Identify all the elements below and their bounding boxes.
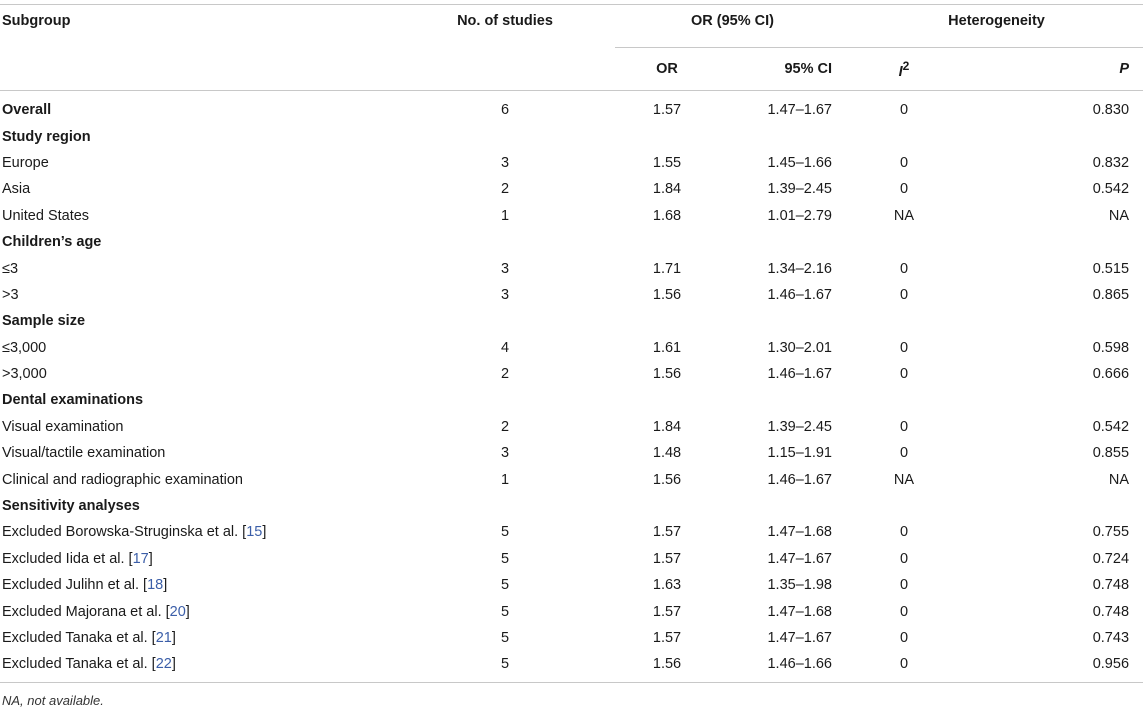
subgroup-label (0, 572, 395, 598)
reference-link[interactable]: 20 (169, 603, 186, 620)
p-value-cell: 0.956 (950, 651, 1143, 682)
reference-bracket: ] (185, 603, 190, 620)
ci-cell: 1.47–1.67 (767, 550, 832, 567)
table-row (0, 598, 1143, 624)
i2-cell: NA (893, 471, 915, 488)
ci-cell: 1.47–1.67 (767, 630, 832, 646)
p-value-cell: NA (1108, 471, 1130, 488)
empty-cell (950, 123, 1143, 149)
i2-cell: 0 (899, 603, 909, 620)
reference-bracket: ] (262, 524, 267, 541)
empty-cell (395, 493, 615, 519)
reference-bracket: ] (148, 550, 153, 567)
num-studies-cell: 5 (500, 630, 510, 646)
empty-cell (950, 308, 1143, 334)
table-row (0, 282, 1143, 308)
i2-cell: 0 (899, 577, 909, 594)
subgroup-label (0, 466, 395, 492)
reference-bracket: ] (171, 630, 176, 646)
empty-cell (395, 308, 615, 334)
i2-cell: 0 (899, 154, 909, 171)
table-row (0, 414, 1143, 440)
or-cell: 1.84 (652, 181, 682, 198)
header-row-2 (0, 48, 1143, 91)
p-value-cell: 0.542 (1092, 418, 1130, 435)
subgroup-label (0, 440, 395, 466)
header-row-1 (0, 5, 1143, 48)
or-cell: 1.57 (652, 603, 682, 620)
or-cell: 1.63 (652, 577, 682, 594)
p-value-cell: 0.666 (1092, 366, 1130, 383)
num-studies-cell: 5 (500, 603, 510, 620)
ci-cell: 1.47–1.68 (767, 524, 832, 541)
ci-cell: 1.15–1.91 (767, 445, 832, 462)
subgroup-label-text: Dental examinations (2, 392, 144, 409)
header-num-studies: No. of studies (457, 13, 553, 29)
subgroup-label (0, 625, 395, 651)
i2-cell: 0 (899, 181, 909, 198)
subgroup-label-text: Sample size (2, 313, 86, 330)
num-studies-cell: 3 (500, 445, 510, 462)
p-value-cell: NA (1108, 207, 1130, 224)
table-row (0, 335, 1143, 361)
ci-cell: 1.34–2.16 (767, 260, 832, 277)
empty-cell (950, 387, 1143, 413)
subgroup-label (0, 519, 395, 545)
reference-link[interactable]: 15 (246, 524, 263, 541)
reference-bracket: ] (171, 656, 176, 673)
table-row (0, 625, 1143, 651)
table-row (0, 203, 1143, 229)
p-value-cell: 0.598 (1092, 339, 1130, 356)
empty-cell (615, 308, 695, 334)
ci-cell: 1.46–1.67 (767, 366, 832, 383)
or-cell: 1.56 (652, 471, 682, 488)
subgroup-label (0, 91, 395, 124)
section-label (0, 123, 395, 149)
subgroup-label (0, 414, 395, 440)
subgroup-label-text: Excluded Borowska-Struginska et al. [ (2, 524, 247, 541)
subgroup-label-text: >3 (2, 286, 19, 303)
header-blank-2 (395, 48, 615, 91)
reference-bracket: ] (163, 577, 168, 594)
empty-cell (695, 123, 850, 149)
ci-cell: 1.39–2.45 (767, 181, 832, 198)
empty-cell (615, 387, 695, 413)
reference-link[interactable]: 17 (132, 550, 149, 567)
p-value-cell: 0.724 (1092, 550, 1130, 567)
p-value-cell: 0.832 (1092, 154, 1130, 171)
num-studies-cell: 5 (500, 550, 510, 567)
i2-cell: 0 (899, 524, 909, 541)
i2-cell: 0 (850, 651, 950, 682)
or-cell: 1.61 (652, 339, 682, 356)
i2-cell: 0 (899, 260, 909, 277)
table-row (0, 361, 1143, 387)
table-row (0, 651, 1143, 682)
subgroup-label-text: Asia (2, 181, 31, 198)
subgroup-label (0, 361, 395, 387)
ci-cell: 1.45–1.66 (767, 154, 832, 171)
num-studies-cell: 5 (500, 524, 510, 541)
num-studies-cell: 3 (500, 154, 510, 171)
num-studies-cell: 2 (500, 418, 510, 435)
table-section-row (0, 123, 1143, 149)
p-value-cell: 0.743 (1092, 630, 1130, 646)
empty-cell (395, 387, 615, 413)
header-subgroup: Subgroup (2, 13, 71, 29)
num-studies-cell: 6 (500, 102, 510, 119)
num-studies-cell: 1 (500, 207, 510, 224)
p-value-cell: 0.830 (1092, 102, 1130, 119)
subgroup-analysis-table (0, 4, 1143, 683)
subgroup-label (0, 203, 395, 229)
empty-cell (695, 493, 850, 519)
table-row (0, 440, 1143, 466)
subgroup-label-text: United States (2, 207, 90, 224)
table-row (0, 546, 1143, 572)
p-value-cell: 0.755 (1092, 524, 1130, 541)
subgroup-label-text: Excluded Tanaka et al. [ (2, 656, 156, 673)
ci-cell: 1.30–2.01 (767, 339, 832, 356)
subgroup-label (0, 150, 395, 176)
empty-cell (950, 493, 1143, 519)
table-row (0, 519, 1143, 545)
header-p: P (950, 48, 1143, 91)
section-label (0, 308, 395, 334)
table-row (0, 466, 1143, 492)
subgroup-label (0, 598, 395, 624)
i2-cell: 0 (899, 286, 909, 303)
or-cell: 1.57 (652, 102, 682, 119)
subgroup-label (0, 255, 395, 281)
p-value-cell: 0.855 (1092, 445, 1130, 462)
or-cell: 1.56 (652, 286, 682, 303)
subgroup-label (0, 282, 395, 308)
header-blank-1 (0, 48, 395, 91)
table-section-row (0, 308, 1143, 334)
section-label (0, 493, 395, 519)
or-cell: 1.57 (652, 550, 682, 567)
subgroup-label-text: Visual examination (2, 418, 124, 435)
num-studies-cell: 3 (500, 286, 510, 303)
reference-link[interactable]: 21 (155, 630, 172, 646)
subgroup-label (0, 651, 395, 682)
or-cell: 1.56 (615, 651, 695, 682)
empty-cell (615, 229, 695, 255)
ci-cell: 1.46–1.66 (695, 651, 850, 682)
ci-cell: 1.35–1.98 (767, 577, 832, 594)
header-i2-letter: I (898, 63, 903, 80)
or-cell: 1.71 (652, 260, 682, 277)
i2-cell: 0 (899, 102, 909, 119)
ci-cell: 1.46–1.67 (767, 471, 832, 488)
p-value-cell: 0.515 (1092, 260, 1130, 277)
header-ci: 95% CI (695, 48, 850, 91)
empty-cell (850, 493, 950, 519)
empty-cell (850, 387, 950, 413)
ci-cell: 1.01–2.79 (767, 207, 832, 224)
num-studies-cell: 5 (500, 577, 510, 594)
table-footnote: NA, not available. (2, 692, 104, 708)
reference-link[interactable]: 22 (155, 656, 172, 673)
or-cell: 1.56 (652, 366, 682, 383)
subgroup-label-text: Sensitivity analyses (2, 498, 140, 515)
i2-cell: NA (893, 207, 915, 224)
empty-cell (395, 229, 615, 255)
num-studies-cell: 2 (500, 366, 510, 383)
subgroup-label-text: Excluded Majorana et al. [ (2, 603, 170, 620)
table-body (0, 91, 1143, 683)
num-studies-cell: 3 (500, 260, 510, 277)
table-row (0, 572, 1143, 598)
header-or: OR (615, 48, 695, 91)
header-or-group: OR (95% CI) (615, 5, 850, 48)
or-cell: 1.68 (652, 207, 682, 224)
p-value-cell: 0.748 (1092, 603, 1130, 620)
table-section-row (0, 229, 1143, 255)
table-row (0, 255, 1143, 281)
num-studies-cell: 4 (500, 339, 510, 356)
subgroup-label-text: Excluded Iida et al. [ (2, 550, 133, 567)
ci-cell: 1.46–1.67 (767, 286, 832, 303)
empty-cell (695, 229, 850, 255)
num-studies-cell: 1 (500, 471, 510, 488)
i2-cell: 0 (899, 630, 909, 646)
empty-cell (395, 123, 615, 149)
subgroup-label-text: Excluded Julihn et al. [ (2, 577, 148, 594)
or-cell: 1.48 (652, 445, 682, 462)
subgroup-label-text: Europe (2, 154, 49, 171)
subgroup-label-text: >3,000 (2, 366, 47, 383)
subgroup-label (0, 335, 395, 361)
or-cell: 1.84 (652, 418, 682, 435)
table-section-row (0, 387, 1143, 413)
subgroup-label-text: Children’s age (2, 234, 102, 251)
i2-cell: 0 (899, 550, 909, 567)
empty-cell (695, 308, 850, 334)
i2-cell: 0 (899, 445, 909, 462)
subgroup-label-text: Visual/tactile examination (2, 445, 166, 462)
table-section-row (0, 493, 1143, 519)
num-studies-cell: 5 (395, 651, 615, 682)
ci-cell: 1.47–1.67 (767, 102, 832, 119)
subgroup-label-text: ≤3 (2, 260, 19, 277)
table-row (0, 150, 1143, 176)
empty-cell (615, 493, 695, 519)
table-row (0, 91, 1143, 124)
subgroup-label-text: ≤3,000 (2, 339, 47, 356)
or-cell: 1.57 (652, 630, 682, 646)
i2-cell: 0 (899, 418, 909, 435)
ci-cell: 1.39–2.45 (767, 418, 832, 435)
subgroup-label-text: Study region (2, 128, 91, 145)
subgroup-label (0, 546, 395, 572)
i2-cell: 0 (899, 366, 909, 383)
p-value-cell: 0.748 (1092, 577, 1130, 594)
empty-cell (695, 387, 850, 413)
empty-cell (850, 308, 950, 334)
subgroup-label-text: Excluded Tanaka et al. [ (2, 630, 156, 646)
or-cell: 1.57 (652, 524, 682, 541)
header-heterogeneity: Heterogeneity (850, 5, 1143, 48)
p-value-cell: 0.542 (1092, 181, 1130, 198)
section-label (0, 229, 395, 255)
subgroup-label-text: Clinical and radiographic examination (2, 471, 243, 488)
header-i2-sup: 2 (902, 58, 910, 73)
subgroup-label (0, 176, 395, 202)
i2-cell: 0 (899, 339, 909, 356)
empty-cell (950, 229, 1143, 255)
num-studies-cell: 2 (500, 181, 510, 198)
header-i2 (850, 48, 950, 91)
p-value-cell: 0.865 (1092, 286, 1130, 303)
ci-cell: 1.47–1.68 (767, 603, 832, 620)
section-label (0, 387, 395, 413)
reference-link[interactable]: 18 (147, 577, 164, 594)
table-row (0, 176, 1143, 202)
empty-cell (850, 229, 950, 255)
or-cell: 1.55 (652, 154, 682, 171)
empty-cell (850, 123, 950, 149)
subgroup-label-text: Overall (2, 102, 52, 119)
empty-cell (615, 123, 695, 149)
